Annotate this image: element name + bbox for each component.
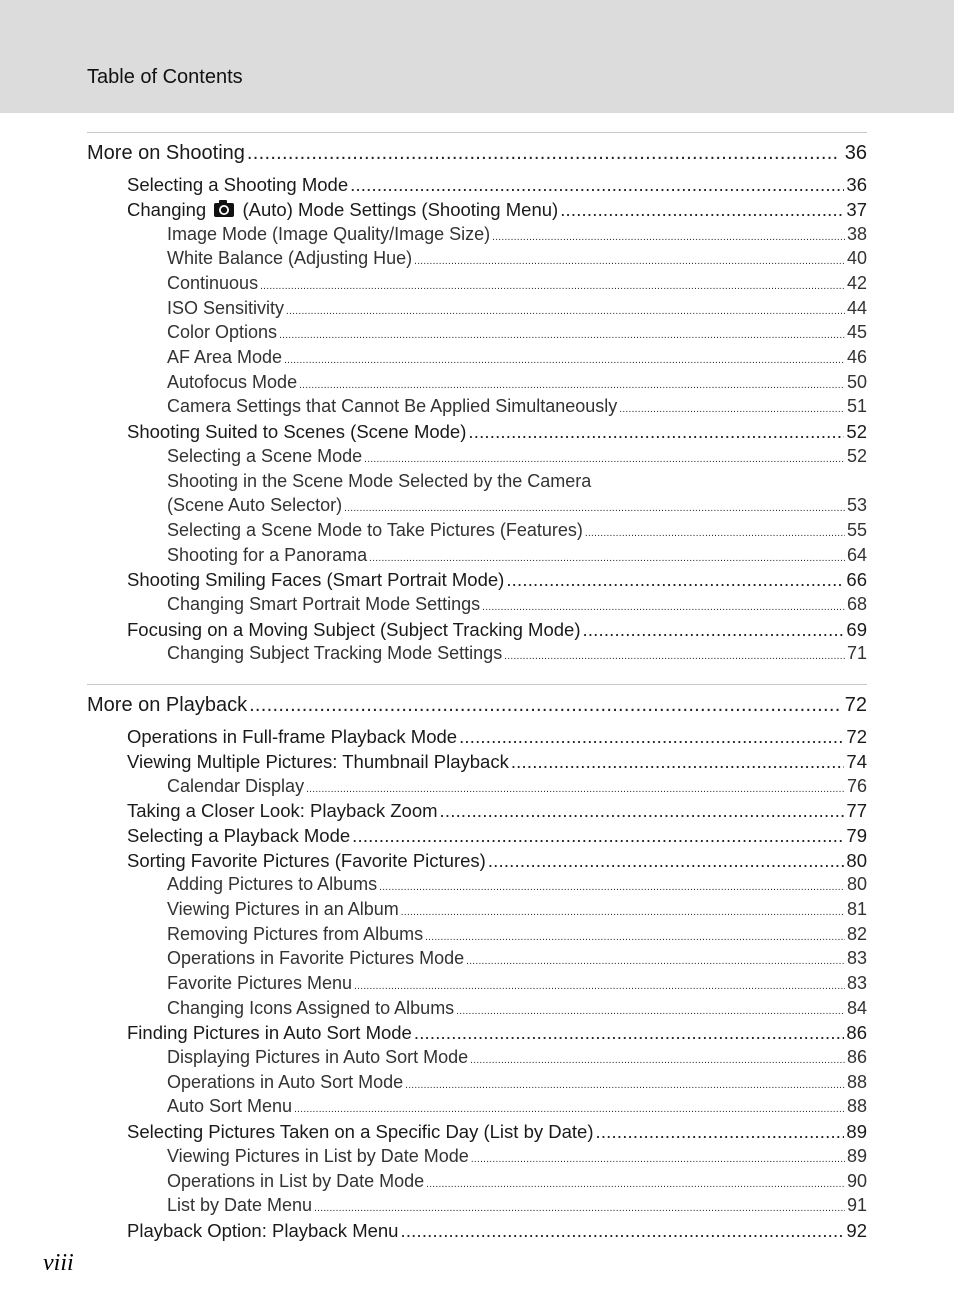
toc-page-number: 83 [846, 973, 867, 993]
toc-entry-label: Taking a Closer Look: Playback Zoom [127, 800, 438, 821]
toc-page-number: 89 [846, 1121, 867, 1142]
toc-page-number: 68 [846, 594, 867, 614]
toc-page-number: 76 [846, 776, 867, 796]
dot-leader [299, 380, 845, 391]
toc-entry-label: Changing Subject Tracking Mode Settings [167, 643, 503, 663]
toc-entry-label: Focusing on a Moving Subject (Subject Tracking Mode) [127, 619, 581, 640]
toc-entry-label: Continuous [167, 273, 259, 293]
toc-entry-label: Operations in Auto Sort Mode [167, 1072, 404, 1092]
dot-leader [405, 1080, 845, 1091]
toc-entry-label: Playback Option: Playback Menu [127, 1220, 399, 1241]
dot-leader [352, 825, 844, 847]
dot-leader [492, 232, 845, 243]
dot-leader [582, 619, 844, 641]
toc-subentry[interactable] [167, 1096, 867, 1117]
toc-entry-label: AF Area Mode [167, 347, 283, 367]
toc-subentry[interactable] [167, 948, 867, 969]
toc-page-number: 50 [846, 372, 867, 392]
dot-leader [249, 694, 839, 717]
dot-leader [506, 569, 844, 591]
toc-page-number: 45 [846, 322, 867, 342]
toc-page-number: 72 [846, 726, 867, 747]
toc-entry-label: Favorite Pictures Menu [167, 973, 353, 993]
toc-entry-label: White Balance (Adjusting Hue) [167, 248, 413, 268]
toc-entry-label: Color Options [167, 322, 278, 342]
toc-entry-label-line1[interactable]: Shooting in the Scene Mode Selected by the Camera [167, 471, 592, 491]
toc-entry-label: Camera Settings that Cannot Be Applied Simultaneously [167, 396, 618, 416]
dot-leader [560, 199, 844, 221]
dot-leader [456, 1006, 845, 1017]
dot-leader [466, 956, 845, 967]
toc-entry-label: Changing Icons Assigned to Albums [167, 998, 455, 1018]
dot-leader [354, 981, 845, 992]
toc-page-number: 92 [846, 1220, 867, 1241]
toc-entry-label: Image Mode (Image Quality/Image Size) [167, 224, 491, 244]
toc-subentry[interactable] [167, 1146, 867, 1167]
toc-page-number: 86 [846, 1047, 867, 1067]
toc-subentry[interactable] [167, 924, 867, 945]
dot-leader [369, 553, 845, 564]
toc-subentry[interactable] [167, 347, 867, 368]
dot-leader [350, 174, 844, 196]
toc-page-number: 46 [846, 347, 867, 367]
toc-subentry[interactable] [167, 643, 867, 664]
toc-entry[interactable] [127, 850, 867, 872]
header-band [0, 0, 954, 113]
toc-page-number: 83 [846, 948, 867, 968]
toc-entry-label: Selecting Pictures Taken on a Specific Day (List by Date) [127, 1121, 594, 1142]
dot-leader [468, 421, 844, 443]
toc-entry[interactable] [127, 421, 867, 443]
dot-leader [284, 355, 845, 366]
toc-subentry[interactable] [167, 520, 867, 541]
dot-leader [314, 1203, 845, 1214]
toc-page-number: 53 [846, 495, 867, 515]
toc-page-number: 88 [846, 1096, 867, 1116]
toc-entry-label: List by Date Menu [167, 1195, 313, 1215]
dot-leader [294, 1104, 845, 1115]
toc-entry[interactable] [127, 726, 867, 748]
dot-leader [364, 454, 845, 465]
toc-entry-label: (Scene Auto Selector) [167, 495, 343, 515]
toc-subentry[interactable] [167, 1072, 867, 1093]
toc-entry-label: Selecting a Shooting Mode [127, 174, 349, 195]
toc-entry-label: Changing Smart Portrait Mode Settings [167, 594, 481, 614]
toc-entry-label: Adding Pictures to Albums [167, 874, 378, 894]
dot-leader [511, 751, 845, 773]
toc-page-number: 40 [846, 248, 867, 268]
dot-leader [585, 528, 845, 539]
toc-subentry[interactable] [167, 874, 867, 895]
toc-page-number: 71 [846, 643, 867, 663]
toc-subentry[interactable] [167, 298, 867, 319]
dot-leader [260, 281, 845, 292]
toc-page-number: 51 [846, 396, 867, 416]
dot-leader [414, 256, 845, 267]
toc-page-number: 84 [846, 998, 867, 1018]
toc-subentry[interactable] [167, 396, 867, 417]
dot-leader [401, 907, 845, 918]
toc-subentry[interactable] [167, 446, 867, 467]
toc-subentry[interactable] [167, 273, 867, 294]
toc-section-title: More on Shooting [87, 142, 245, 164]
dot-leader [400, 1220, 844, 1242]
toc-entry[interactable] [127, 1121, 867, 1143]
dot-leader [619, 404, 845, 415]
toc-section-more-on-shooting[interactable] [87, 142, 867, 165]
toc-subentry[interactable] [167, 495, 867, 516]
toc-page-number: 66 [846, 569, 867, 590]
dot-leader [279, 330, 845, 341]
footer-page-number: viii [43, 1250, 74, 1276]
dot-leader [306, 784, 845, 795]
toc-page-number: 72 [844, 694, 867, 716]
dot-leader [440, 800, 845, 822]
toc-entry-label: Autofocus Mode [167, 372, 298, 392]
toc-subentry[interactable] [167, 594, 867, 615]
toc-entry-label: Selecting a Playback Mode [127, 825, 351, 846]
toc-page-number: 38 [846, 224, 867, 244]
toc-page-number: 77 [846, 800, 867, 821]
dot-leader [286, 306, 845, 317]
toc-page-number: 37 [846, 199, 867, 220]
toc-entry-label: Calendar Display [167, 776, 305, 796]
dot-leader [596, 1121, 845, 1143]
toc-page-number: 81 [846, 899, 867, 919]
toc-entry-label: Viewing Pictures in List by Date Mode [167, 1146, 469, 1166]
toc-section-title: More on Playback [87, 694, 248, 716]
toc-page-number: 55 [846, 520, 867, 540]
section-divider [87, 132, 867, 133]
toc-subentry[interactable] [167, 545, 867, 566]
dot-leader [379, 882, 845, 893]
toc-entry-label: Finding Pictures in Auto Sort Mode [127, 1022, 412, 1043]
toc-entry-label-part: (Auto) Mode Settings (Shooting Menu) [242, 199, 559, 220]
toc-subentry[interactable] [167, 899, 867, 920]
toc-page-number: 42 [846, 273, 867, 293]
toc-subentry[interactable] [167, 1195, 867, 1216]
toc-entry-label: Viewing Pictures in an Album [167, 899, 399, 919]
toc-page-number: 79 [846, 825, 867, 846]
dot-leader [344, 503, 845, 514]
toc-page-number: 80 [846, 850, 867, 871]
toc-entry-label: Shooting for a Panorama [167, 545, 368, 565]
toc-entry-label: Shooting Smiling Faces (Smart Portrait Mode) [127, 569, 505, 590]
toc-entry-label: Shooting Suited to Scenes (Scene Mode) [127, 421, 467, 442]
toc-subentry[interactable] [167, 973, 867, 994]
dot-leader [504, 651, 845, 662]
toc-page-number: 89 [846, 1146, 867, 1166]
toc-entry-label: Selecting a Scene Mode to Take Pictures (Features) [167, 520, 583, 540]
toc-entry[interactable] [127, 1022, 867, 1044]
dot-leader [247, 142, 839, 165]
toc-entry-label-part: Changing [127, 199, 207, 220]
toc-subentry[interactable] [167, 372, 867, 393]
dot-leader [482, 602, 845, 613]
dot-leader [459, 726, 844, 748]
toc-subentry[interactable] [167, 1171, 867, 1192]
dot-leader [488, 850, 845, 872]
toc-page-number: 52 [846, 446, 867, 466]
toc-subentry[interactable] [167, 998, 867, 1019]
toc-entry-label [127, 199, 558, 221]
toc-subentry[interactable] [167, 1047, 867, 1068]
toc-entry-label: ISO Sensitivity [167, 298, 285, 318]
toc-page-number: 44 [846, 298, 867, 318]
toc-entry-label: Operations in List by Date Mode [167, 1171, 425, 1191]
toc-subentry[interactable] [167, 776, 867, 797]
section-divider [87, 684, 867, 685]
camera-auto-mode-icon [213, 199, 235, 218]
toc-entry[interactable] [127, 825, 867, 847]
toc-subentry[interactable] [167, 322, 867, 343]
dot-leader [414, 1022, 845, 1044]
toc-entry[interactable] [127, 569, 867, 591]
toc-page-number: 88 [846, 1072, 867, 1092]
toc-subentry[interactable] [167, 248, 867, 269]
toc-page-number: 36 [844, 142, 867, 164]
dot-leader [471, 1154, 845, 1165]
toc-section-more-on-playback[interactable] [87, 694, 867, 717]
toc-entry[interactable] [127, 1220, 867, 1242]
toc-page-number: 52 [846, 421, 867, 442]
toc-entry[interactable] [127, 800, 867, 822]
toc-page-number: 64 [846, 545, 867, 565]
toc-entry-label: Auto Sort Menu [167, 1096, 293, 1116]
toc-page-number: 86 [846, 1022, 867, 1043]
toc-entry-label: Displaying Pictures in Auto Sort Mode [167, 1047, 469, 1067]
dot-leader [425, 932, 845, 943]
toc-page-number: 90 [846, 1171, 867, 1191]
dot-leader [426, 1179, 845, 1190]
toc-page-number: 91 [846, 1195, 867, 1215]
toc-entry[interactable] [127, 174, 867, 196]
toc-entry-label: Sorting Favorite Pictures (Favorite Pictures) [127, 850, 486, 871]
toc-entry-label: Operations in Favorite Pictures Mode [167, 948, 465, 968]
toc-page-number: 82 [846, 924, 867, 944]
toc-entry-label: Operations in Full-frame Playback Mode [127, 726, 458, 747]
toc-entry[interactable] [127, 199, 867, 221]
toc-page-number: 74 [846, 751, 867, 772]
toc-entry-label: Selecting a Scene Mode [167, 446, 363, 466]
toc-entry[interactable] [127, 619, 867, 641]
toc-subentry[interactable] [167, 224, 867, 245]
toc-entry-label: Removing Pictures from Albums [167, 924, 424, 944]
toc-page-number: 36 [846, 174, 867, 195]
toc-entry-label: Viewing Multiple Pictures: Thumbnail Playback [127, 751, 509, 772]
toc-page-number: 69 [846, 619, 867, 640]
page-header-title: Table of Contents [87, 66, 243, 88]
toc-page-number: 80 [846, 874, 867, 894]
toc-entry[interactable] [127, 751, 867, 773]
dot-leader [470, 1055, 845, 1066]
